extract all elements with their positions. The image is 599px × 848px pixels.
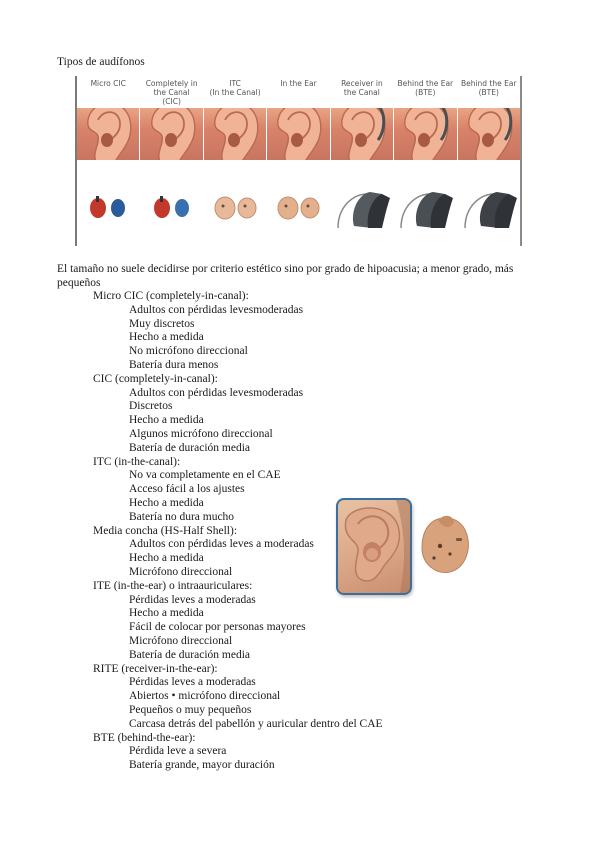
list-item: No va completamente en el CAE — [129, 469, 281, 482]
list-item: Pérdidas leves a moderadas — [129, 593, 256, 606]
category-title: RITE (receiver-in-the-ear): — [93, 662, 218, 675]
type-column — [458, 76, 520, 246]
device-image — [140, 188, 202, 228]
ear-photo — [204, 108, 266, 160]
list-item: Abiertos • micrófono direccional — [129, 690, 281, 703]
type-label: Completely in the Canal (CIC) — [145, 79, 198, 106]
list-item: Micrófono direccional — [129, 634, 233, 647]
category-title: Media concha (HS-Half Shell): — [93, 524, 238, 537]
ear-photo — [77, 108, 139, 160]
type-label: Behind the Ear (BTE) — [397, 79, 454, 97]
list-item: Algunos micrófono direccional — [129, 427, 273, 440]
type-column — [204, 76, 267, 246]
ear-photo — [267, 108, 329, 160]
list-item: Acceso fácil a los ajustes — [129, 483, 245, 496]
list-item: Discretos — [129, 400, 173, 413]
ear-photo — [331, 108, 393, 160]
ite-device-image — [416, 512, 472, 576]
list-item: Adultos con pérdidas levesmoderadas — [129, 303, 304, 316]
category-title: ITE (in-the-ear) o intraauriculares: — [93, 579, 253, 592]
type-label: Behind the Ear (BTE) — [460, 79, 517, 97]
list-item: Muy discretos — [129, 317, 195, 330]
list-item: Hecho a medida — [129, 496, 204, 509]
list-item: Pérdidas leves a moderadas — [129, 676, 256, 689]
category-title: CIC (completely-in-canal): — [93, 372, 218, 385]
page-title: Tipos de audífonos — [57, 56, 145, 68]
list-item: Batería de duración media — [129, 648, 251, 661]
hearing-aid-types-figure — [75, 76, 522, 246]
list-item: Adultos con pérdidas levesmoderadas — [129, 386, 304, 399]
type-label: Receiver in the Canal — [341, 79, 383, 97]
type-column — [267, 76, 330, 246]
type-column — [331, 76, 394, 246]
ear-photo — [458, 108, 520, 160]
list-item: Batería no dura mucho — [129, 510, 235, 523]
category-title: BTE (behind-the-ear): — [93, 731, 196, 744]
device-image — [331, 188, 393, 228]
list-item: No micrófono direccional — [129, 345, 248, 358]
type-label: In the Ear — [280, 79, 317, 88]
type-column — [77, 76, 140, 246]
list-item: Batería de duración media — [129, 441, 251, 454]
list-item: Batería dura menos — [129, 358, 219, 371]
type-label: Micro CIC — [90, 79, 126, 88]
list-item: Micrófono direccional — [129, 565, 233, 578]
ear-photo — [140, 108, 202, 160]
list-item: Pequeños o muy pequeños — [129, 703, 252, 716]
list-item: Adultos con pérdidas leves a moderadas — [129, 538, 314, 551]
intro-paragraph: El tamaño no suele decidirse por criterio estético sino por grado de hipoacusia; a menor grado, más pequeños — [57, 263, 514, 289]
list-item: Hecho a medida — [129, 607, 204, 620]
type-column — [140, 76, 203, 246]
device-image — [267, 188, 329, 228]
list-item: Pérdida leve a severa — [129, 745, 227, 758]
type-label: ITC (In the Canal) — [209, 79, 261, 97]
ear-photo — [336, 498, 412, 595]
category-title: Micro CIC (completely-in-canal): — [93, 290, 249, 302]
device-image — [394, 188, 456, 228]
list-item: Hecho a medida — [129, 414, 204, 427]
list-item: Hecho a medida — [129, 552, 204, 565]
ear-photo — [394, 108, 456, 160]
type-column — [394, 76, 457, 246]
device-image — [77, 188, 139, 228]
device-image — [204, 188, 266, 228]
device-image — [458, 188, 520, 228]
list-item: Carcasa detrás del pabellón y auricular dentro del CAE — [129, 717, 383, 730]
list-item: Fácil de colocar por personas mayores — [129, 621, 306, 634]
category-title: ITC (in-the-canal): — [93, 455, 181, 468]
ite-figure — [336, 498, 472, 593]
list-item: Batería grande, mayor duración — [129, 759, 275, 772]
list-item: Hecho a medida — [129, 331, 204, 344]
